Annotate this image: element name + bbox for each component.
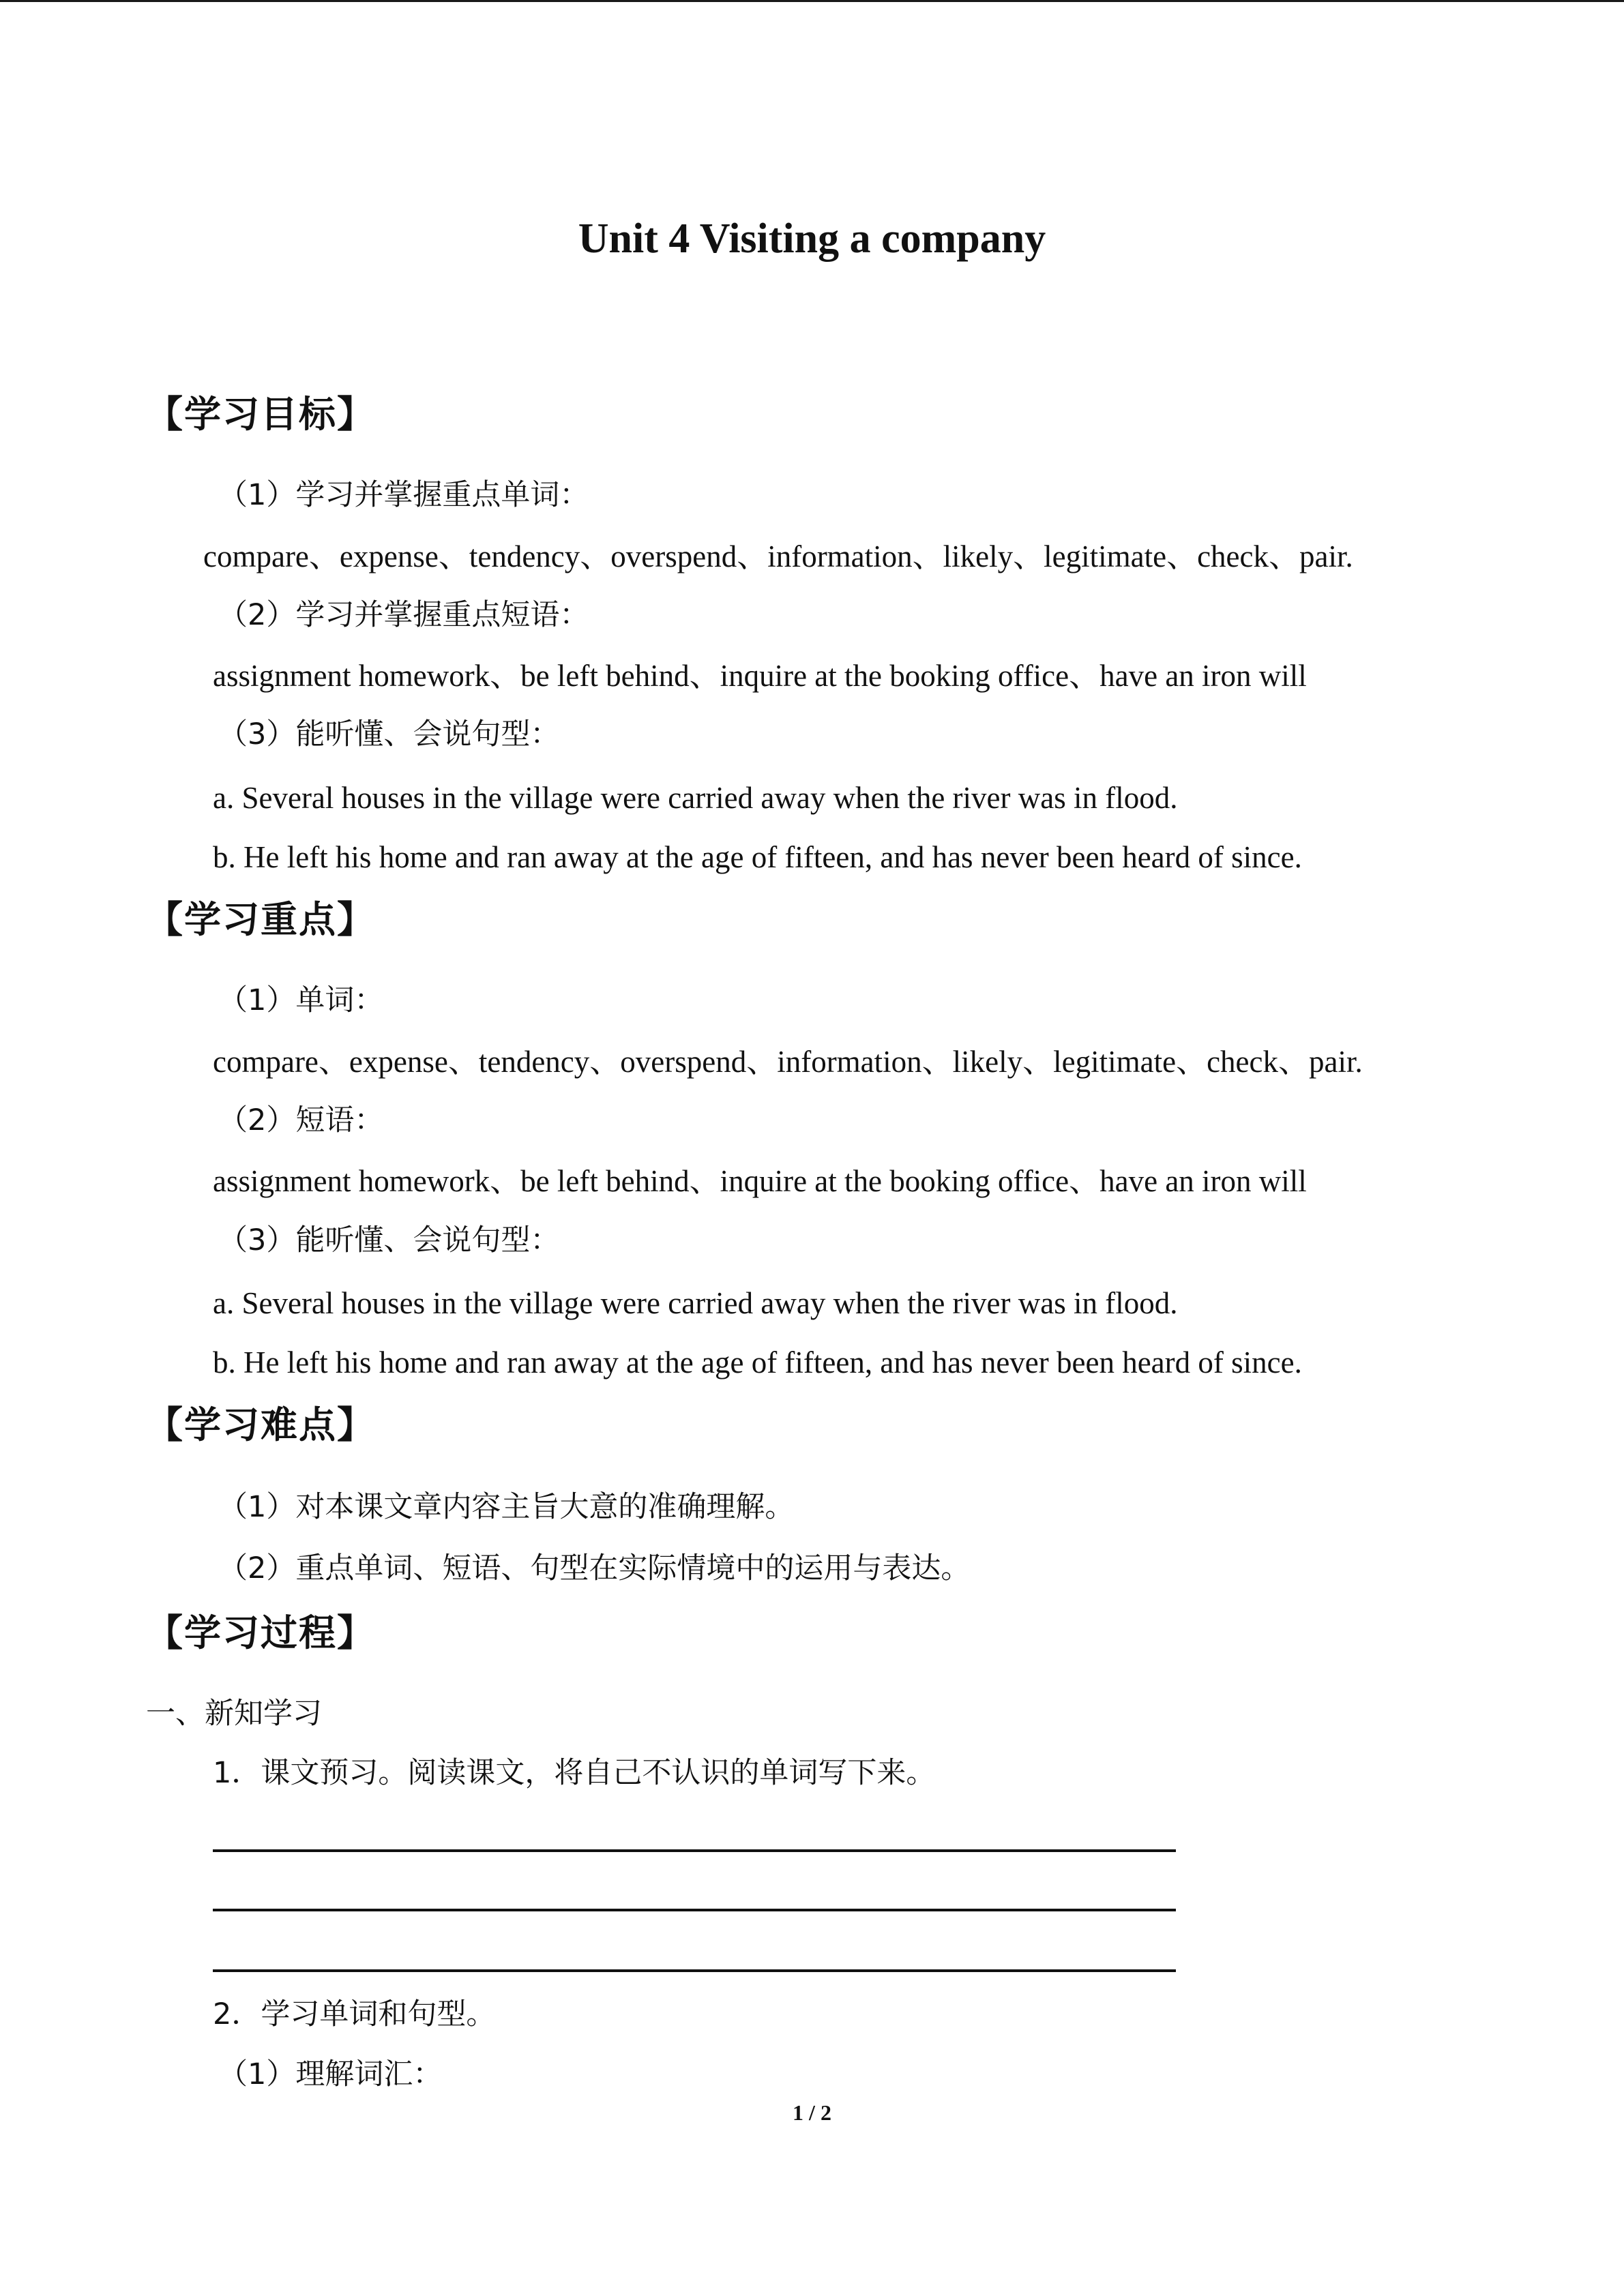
objectives-phrases: assignment homework、be left behind、inquire at the booking office、have an iron will	[213, 659, 1307, 693]
difficulties-item-1: （1）对本课文章内容主旨大意的准确理解。	[218, 1490, 795, 1524]
keypoints-item-1: （1）单词：	[218, 983, 384, 1017]
keypoints-words: compare、expense、tendency、overspend、information、likely、legitimate、check、pair.	[213, 1045, 1363, 1079]
objectives-sentence-b: b. He left his home and ran away at the age of fifteen, and has never been heard of since.	[213, 840, 1302, 874]
objectives-sentence-a: a. Several houses in the village were carried away when the river was in flood.	[213, 781, 1178, 815]
objectives-item-1: （1）学习并掌握重点单词：	[218, 478, 589, 512]
section-heading-difficulties: 【学习难点】	[146, 1403, 375, 1446]
section-heading-keypoints: 【学习重点】	[146, 898, 375, 941]
keypoints-sentence-b: b. He left his home and ran away at the age of fifteen, and has never been heard of since.	[213, 1345, 1302, 1380]
answer-blank-line[interactable]	[213, 1909, 1176, 1911]
keypoints-phrases: assignment homework、be left behind、inquire at the booking office、have an iron will	[213, 1164, 1307, 1198]
section-heading-process: 【学习过程】	[146, 1611, 375, 1654]
document-title: Unit 4 Visiting a company	[578, 215, 1046, 262]
keypoints-item-2: （2）短语：	[218, 1103, 384, 1137]
difficulties-item-2: （2）重点单词、短语、句型在实际情境中的运用与表达。	[218, 1551, 971, 1585]
objectives-item-3: （3）能听懂、会说句型：	[218, 717, 560, 751]
section-heading-objectives: 【学习目标】	[146, 393, 375, 436]
answer-blank-line[interactable]	[213, 1969, 1176, 1972]
process-step-2-item-1: （1）理解词汇：	[218, 2057, 443, 2091]
keypoints-sentence-a: a. Several houses in the village were carried away when the river was in flood.	[213, 1286, 1178, 1320]
objectives-item-2: （2）学习并掌握重点短语：	[218, 598, 589, 632]
page-number: 1 / 2	[793, 2100, 831, 2125]
answer-blank-line[interactable]	[213, 1849, 1176, 1852]
objectives-words: compare、expense、tendency、overspend、information、likely、legitimate、check、pair.	[203, 539, 1353, 573]
process-step-1: 1．课文预习。阅读课文，将自己不认识的单词写下来。	[213, 1756, 936, 1790]
keypoints-item-3: （3）能听懂、会说句型：	[218, 1223, 560, 1257]
process-part-1: 一、新知学习	[146, 1697, 322, 1731]
process-step-2: 2．学习单词和句型。	[213, 1997, 496, 2031]
